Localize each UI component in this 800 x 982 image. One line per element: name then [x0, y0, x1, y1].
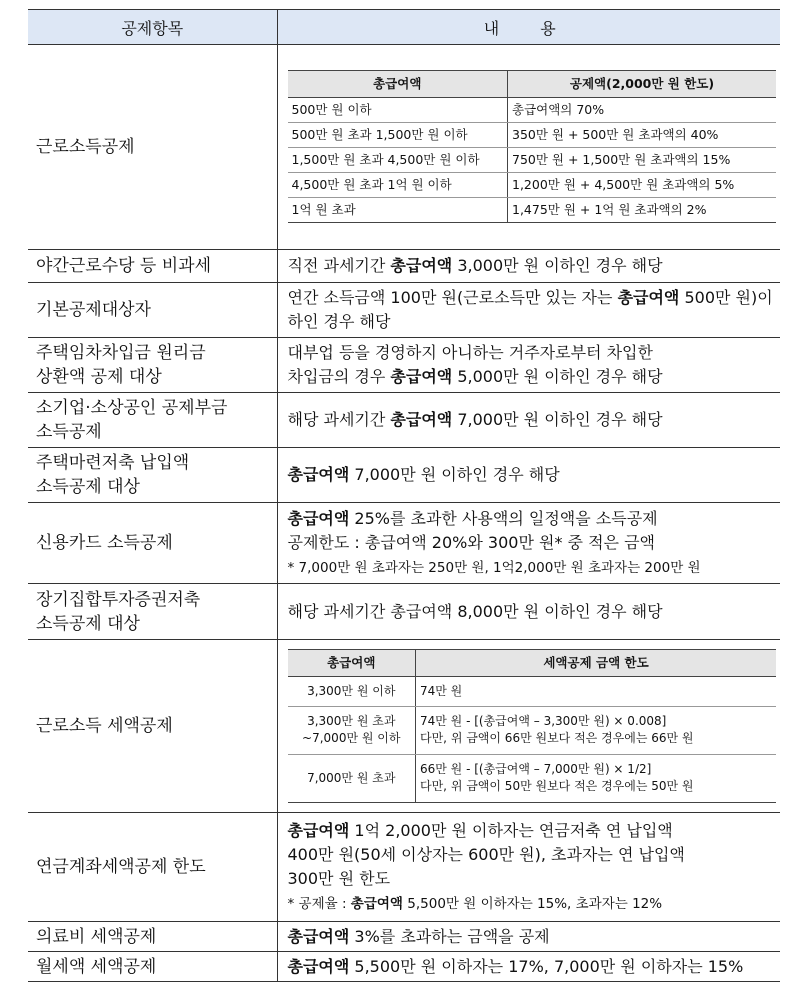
row-label: 주택마련저축 납입액 소득공제 대상 — [28, 448, 277, 503]
table-row — [28, 338, 780, 393]
sub-cell: 1,475만 원 + 1억 원 초과액의 2% — [508, 198, 777, 223]
table-row — [28, 250, 780, 283]
table-row — [28, 813, 780, 922]
sub-cell: 350만 원 + 500만 원 초과액의 40% — [508, 123, 777, 148]
sub-cell: 총급여액의 70% — [508, 98, 777, 123]
sub-cell: 74만 원 - [(총급여액 – 3,300만 원) × 0.008] 다만, 위 금액이 66만 원보다 적은 경우에는 66만 원 — [416, 706, 777, 754]
row-content: 대부업 등을 경영하지 아니하는 거주자로부터 차입한 차입금의 경우 총급여액 5,000만 원 이하인 경우 해당 — [277, 338, 780, 393]
header-row — [28, 10, 780, 45]
row-label: 연금계좌세액공제 한도 — [28, 813, 277, 922]
sub-cell: 74만 원 — [416, 676, 777, 706]
table-row — [28, 448, 780, 503]
row-content: 총급여액 1억 2,000만 원 이하자는 연금저축 연 납입액 400만 원(50세 이상자는 600만 원), 초과자는 연 납입액 300만 원 한도 * 공제율 : 총급여액 5,500만 원 이하자는 15%, 초과자는 12% — [277, 813, 780, 922]
table-row — [28, 45, 780, 250]
earned-income-deduction-table — [288, 70, 777, 223]
row-content: 연간 소득금액 100만 원(근로소득만 있는 자는 총급여액 500만 원)이하인 경우 해당 — [277, 283, 780, 338]
row-label: 근로소득 세액공제 — [28, 640, 277, 813]
row-label: 신용카드 소득공제 — [28, 503, 277, 584]
sub-cell: 1,500만 원 초과 4,500만 원 이하 — [288, 148, 508, 173]
sub-cell: 66만 원 - [(총급여액 – 7,000만 원) × 1/2] 다만, 위 금액이 50만 원보다 적은 경우에는 50만 원 — [416, 754, 777, 802]
table-row — [28, 584, 780, 640]
earned-income-tax-credit-table — [288, 649, 777, 803]
row-content — [277, 45, 780, 250]
table-row — [28, 952, 780, 982]
row-label: 장기집합투자증권저축 소득공제 대상 — [28, 584, 277, 640]
row-content: 해당 과세기간 총급여액 7,000만 원 이하인 경우 해당 — [277, 393, 780, 448]
sub-cell: 1,200만 원 + 4,500만 원 초과액의 5% — [508, 173, 777, 198]
row-label: 소기업·소상공인 공제부금 소득공제 — [28, 393, 277, 448]
row-content: 총급여액 5,500만 원 이하자는 17%, 7,000만 원 이하자는 15% — [277, 952, 780, 982]
row-content: 총급여액 25%를 초과한 사용액의 일정액을 소득공제 공제한도 : 총급여액 20%와 300만 원* 중 적은 금액 * 7,000만 원 초과자는 250만 원, 1억2,000만 원 초과자는 200만 원 — [277, 503, 780, 584]
row-content: 해당 과세기간 총급여액 8,000만 원 이하인 경우 해당 — [277, 584, 780, 640]
sub-cell: 4,500만 원 초과 1억 원 이하 — [288, 173, 508, 198]
footnote: * 7,000만 원 초과자는 250만 원, 1억2,000만 원 초과자는 200만 원 — [287, 559, 701, 576]
sub-cell: 3,300만 원 초과 ~7,000만 원 이하 — [288, 706, 416, 754]
row-label: 기본공제대상자 — [28, 283, 277, 338]
sub-cell: 7,000만 원 초과 — [288, 754, 416, 802]
footnote: * 공제율 : 총급여액 5,500만 원 이하자는 15%, 초과자는 12% — [287, 895, 663, 912]
sub-header: 총급여액 — [288, 649, 416, 676]
row-content — [277, 640, 780, 813]
sub-header: 공제액(2,000만 원 한도) — [508, 71, 777, 98]
table-row — [28, 393, 780, 448]
sub-header: 세액공제 금액 한도 — [416, 649, 777, 676]
row-content: 직전 과세기간 총급여액 3,000만 원 이하인 경우 해당 — [277, 250, 780, 283]
table-row — [28, 640, 780, 813]
table-row — [28, 503, 780, 584]
header-item-column: 공제항목 — [28, 10, 277, 45]
sub-cell: 3,300만 원 이하 — [288, 676, 416, 706]
sub-cell: 1억 원 초과 — [288, 198, 508, 223]
table-row — [28, 283, 780, 338]
row-label: 월세액 세액공제 — [28, 952, 277, 982]
sub-header: 총급여액 — [288, 71, 508, 98]
row-content: 총급여액 3%를 초과하는 금액을 공제 — [277, 922, 780, 952]
row-label: 근로소득공제 — [28, 45, 277, 250]
sub-cell: 500만 원 초과 1,500만 원 이하 — [288, 123, 508, 148]
header-content-column: 내 용 — [277, 10, 780, 45]
row-label: 야간근로수당 등 비과세 — [28, 250, 277, 283]
row-label: 의료비 세액공제 — [28, 922, 277, 952]
table-row — [28, 922, 780, 952]
row-label: 주택임차차입금 원리금 상환액 공제 대상 — [28, 338, 277, 393]
deduction-table — [28, 9, 780, 982]
sub-cell: 750만 원 + 1,500만 원 초과액의 15% — [508, 148, 777, 173]
row-content: 총급여액 7,000만 원 이하인 경우 해당 — [277, 448, 780, 503]
sub-cell: 500만 원 이하 — [288, 98, 508, 123]
